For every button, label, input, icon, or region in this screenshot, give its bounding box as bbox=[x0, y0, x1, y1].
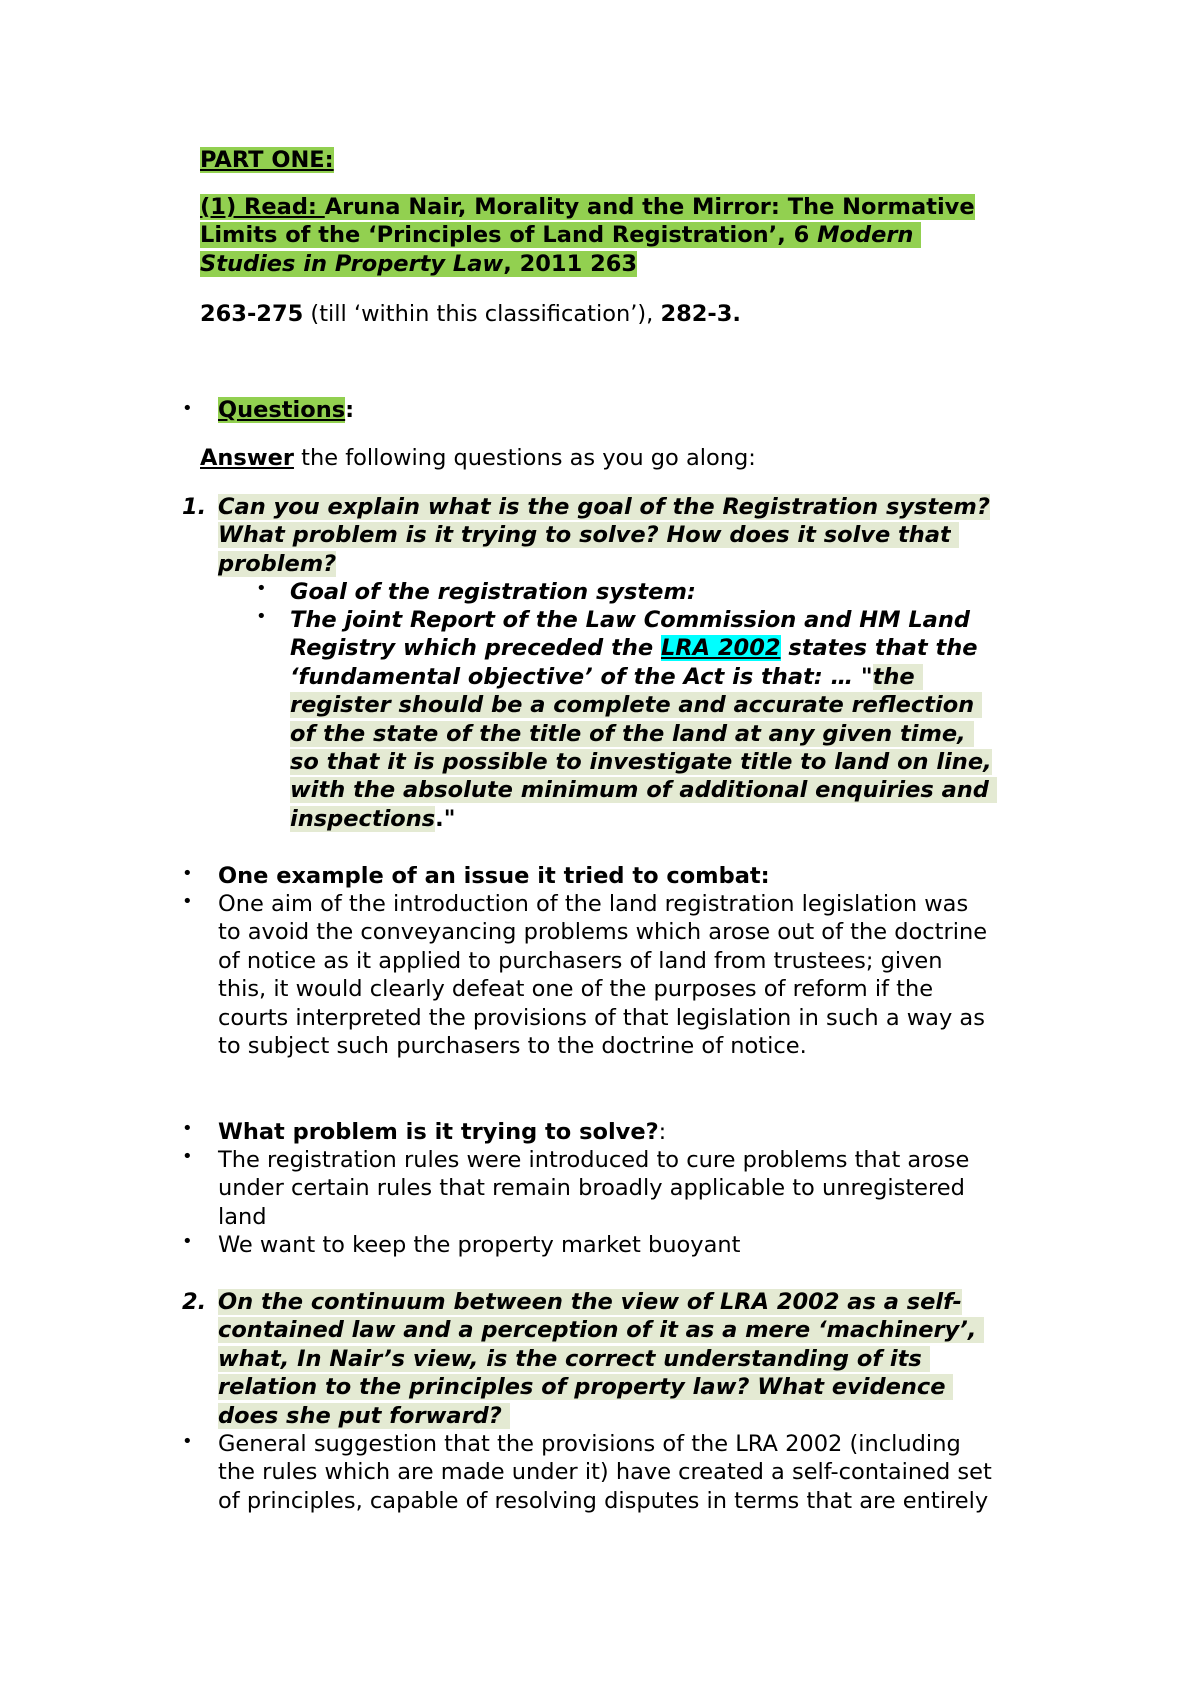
part-heading-text: PART ONE: bbox=[200, 147, 334, 173]
problem-heading-text: What problem is it trying to solve? bbox=[218, 1119, 659, 1145]
q1-line: Can you explain what is the goal of the Registration system? bbox=[218, 494, 990, 520]
problem-line: under certain rules that remain broadly applicable to unregistered bbox=[218, 1175, 965, 1202]
questions-colon: : bbox=[345, 397, 355, 423]
q1-text bbox=[218, 493, 990, 578]
q2-line: relation to the principles of property law? What evidence bbox=[218, 1374, 946, 1401]
quote-line: of the state of the title of the land at any given time, bbox=[290, 720, 966, 747]
reading-reference bbox=[200, 193, 975, 278]
general-line: the rules which are made under it) have created a self-contained set bbox=[218, 1459, 992, 1486]
q1-sub-goal-text: Goal of the registration system: bbox=[290, 579, 696, 605]
example-line: this, it would clearly defeat one of the purposes of reform if the bbox=[218, 976, 934, 1003]
reading-line2b: Modern bbox=[817, 222, 914, 249]
problem-paragraph bbox=[218, 1146, 969, 1231]
q2-text bbox=[218, 1288, 984, 1430]
example-line: courts interpreted the provisions of that legislation in such a way as bbox=[218, 1004, 985, 1031]
example-line: to avoid the conveyancing problems which arose out of the doctrine bbox=[218, 919, 988, 946]
pages-note: (till ‘within this classification’), bbox=[303, 301, 661, 327]
q2-line: On the continuum between the view of LRA 2002 as a self- bbox=[218, 1289, 962, 1315]
example-heading-text: One example of an issue it tried to combat: bbox=[218, 863, 770, 889]
reading-prefix: (1) Read: bbox=[200, 194, 325, 220]
bullet-icon: • bbox=[182, 1118, 193, 1139]
q1-line: problem? bbox=[218, 550, 337, 577]
quote-line: so that it is possible to investigate title to land on line, bbox=[290, 749, 992, 776]
general-line: General suggestion that the provisions of the LRA 2002 (including bbox=[218, 1431, 961, 1457]
example-paragraph bbox=[218, 890, 987, 1060]
general-line: of principles, capable of resolving disputes in terms that are entirely bbox=[218, 1487, 989, 1514]
bullet-icon: • bbox=[182, 891, 193, 912]
q1-line: What problem is it trying to solve? How does it solve that bbox=[218, 522, 951, 549]
report-line: The joint Report of the Law Commission and HM Land bbox=[290, 607, 970, 633]
quote-line: inspections bbox=[290, 805, 436, 832]
q1-sub-goal bbox=[290, 578, 696, 606]
q1-number: 1. bbox=[182, 494, 207, 520]
general-paragraph bbox=[218, 1430, 992, 1515]
reading-line1: Aruna Nair, Morality and the Mirror: The Normative bbox=[324, 194, 975, 220]
problem-line: land bbox=[218, 1203, 267, 1230]
answer-word: Answer bbox=[200, 445, 294, 471]
reading-pages bbox=[200, 300, 741, 328]
questions-label: Questions bbox=[218, 397, 346, 423]
q2-line: does she put forward? bbox=[218, 1402, 502, 1429]
bullet-icon: • bbox=[182, 398, 193, 419]
report-line: states that the bbox=[780, 635, 978, 662]
market-line-text: We want to keep the property market buoyant bbox=[218, 1232, 741, 1258]
pages-range-1: 263-275 bbox=[200, 301, 304, 327]
report-line: ‘fundamental objective’ of the Act is that: … " bbox=[290, 663, 873, 690]
q2-line: contained law and a perception of it as a mere ‘machinery’, bbox=[218, 1317, 977, 1344]
q2-line: what, In Nair’s view, is the correct understanding of its bbox=[218, 1345, 922, 1372]
lra-2002-link[interactable]: LRA 2002 bbox=[660, 635, 781, 662]
bullet-icon: • bbox=[182, 863, 193, 884]
questions-heading bbox=[218, 396, 354, 424]
example-line: One aim of the introduction of the land registration legislation was bbox=[218, 891, 969, 917]
quote-end: ." bbox=[435, 805, 456, 832]
answer-rest: the following questions as you go along: bbox=[293, 445, 756, 471]
part-heading bbox=[200, 146, 334, 174]
bullet-icon: • bbox=[182, 1431, 193, 1452]
example-line: to subject such purchasers to the doctrine of notice. bbox=[218, 1033, 807, 1060]
reading-line2a: Limits of the ‘Principles of Land Registration’, 6 bbox=[200, 222, 818, 249]
reading-line3b: , 2011 263 bbox=[503, 250, 638, 277]
market-line bbox=[218, 1231, 740, 1259]
reading-line3a: Studies in Property Law bbox=[200, 250, 504, 277]
problem-heading bbox=[218, 1118, 666, 1146]
bullet-icon: • bbox=[182, 1231, 193, 1252]
bullet-icon: • bbox=[256, 606, 267, 627]
problem-colon: : bbox=[658, 1119, 667, 1145]
pages-range-2: 282-3. bbox=[660, 301, 741, 327]
quote-line: with the absolute minimum of additional enquiries and bbox=[290, 777, 989, 804]
answer-instruction bbox=[200, 444, 756, 472]
q2-number: 2. bbox=[182, 1289, 207, 1315]
bullet-icon: • bbox=[182, 1146, 193, 1167]
problem-line: The registration rules were introduced to cure problems that arose bbox=[218, 1147, 970, 1173]
report-line: Registry which preceded the bbox=[290, 635, 661, 662]
quote-line: register should be a complete and accurate reflection bbox=[290, 692, 975, 719]
example-heading bbox=[218, 862, 770, 890]
q1-sub-report bbox=[290, 606, 997, 833]
bullet-icon: • bbox=[256, 578, 267, 599]
quote-start: the bbox=[872, 663, 915, 690]
example-line: of notice as it applied to purchasers of land from trustees; given bbox=[218, 947, 943, 974]
